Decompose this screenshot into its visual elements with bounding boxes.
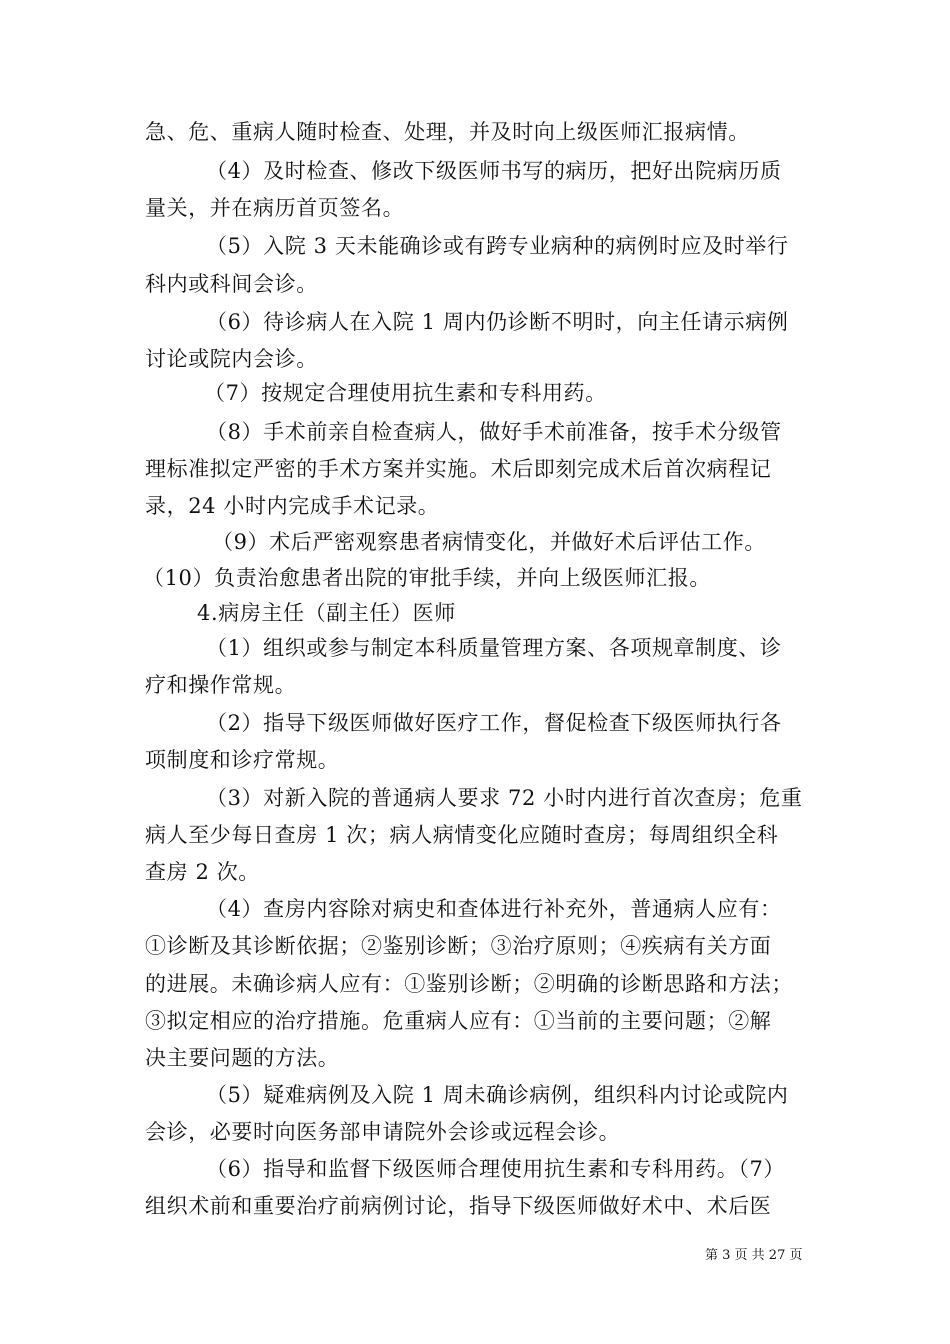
- text-line: （3）对新入院的普通病人要求 72 小时内进行首次查房；危重: [206, 786, 803, 810]
- text-line: （6）待诊病人在入院 1 周内仍诊断不明时，向主任请示病例: [206, 310, 789, 334]
- text-line: 科内或科间会诊。: [145, 272, 318, 296]
- text-line: 疗和操作常规。: [145, 673, 297, 697]
- text-line: 的进展。未确诊病人应有：①鉴别诊断；②明确的诊断思路和方法；: [145, 972, 793, 996]
- text-line: （7）按规定合理使用抗生素和专科用药。: [204, 381, 607, 405]
- text-line: 决主要问题的方法。: [145, 1046, 340, 1070]
- text-line: ①诊断及其诊断依据；②鉴别诊断；③治疗原则；④疾病有关方面: [145, 934, 772, 958]
- text-line: （2）指导下级医师做好医疗工作，督促检查下级医师执行各: [206, 711, 782, 735]
- text-line: 组织术前和重要治疗前病例讨论，指导下级医师做好术中、术后医: [145, 1194, 772, 1218]
- text-line: 讨论或院内会诊。: [145, 347, 318, 371]
- text-line: 量关，并在病历首页签名。: [145, 196, 405, 220]
- text-line: （4）查房内容除对病史和查体进行补充外，普通病人应有：: [206, 897, 782, 921]
- text-line: （5）入院 3 天未能确诊或有跨专业病种的病例时应及时举行: [206, 234, 789, 258]
- text-line: ③拟定相应的治疗措施。危重病人应有：①当前的主要问题；②解: [145, 1009, 772, 1033]
- text-line: （8）手术前亲自检查病人，做好手术前准备，按手术分级管: [206, 420, 782, 444]
- text-line: （5）疑难病例及入院 1 周未确诊病例，组织科内讨论或院内: [206, 1083, 789, 1107]
- text-line: 病人至少每日查房 1 次；病人病情变化应随时查房；每周组织全科: [145, 823, 779, 847]
- section-heading: 4.病房主任（副主任）医师: [197, 601, 456, 625]
- text-line: 急、危、重病人随时检查、处理，并及时向上级医师汇报病情。: [145, 120, 750, 144]
- text-line: 查房 2 次。: [145, 860, 260, 884]
- text-line: 理标准拟定严密的手术方案并实施。术后即刻完成术后首次病程记: [145, 457, 772, 481]
- text-line: （9）术后严密观察患者病情变化，并做好术后评估工作。: [212, 530, 766, 554]
- text-line: 录，24 小时内完成手术记录。: [145, 494, 440, 518]
- text-line: （6）指导和监督下级医师合理使用抗生素和专科用药。（7）: [206, 1157, 786, 1181]
- page-number: 第 3 页 共 27 页: [705, 1248, 803, 1263]
- text-line: 会诊，必要时向医务部申请院外会诊或远程会诊。: [145, 1120, 621, 1144]
- text-line: （1）组织或参与制定本科质量管理方案、各项规章制度、诊: [206, 636, 782, 660]
- text-line: 项制度和诊疗常规。: [145, 748, 340, 772]
- text-line: （10）负责治愈患者出院的审批手续，并向上级医师汇报。: [143, 566, 711, 590]
- text-line: （4）及时检查、修改下级医师书写的病历，把好出院病历质: [206, 159, 782, 183]
